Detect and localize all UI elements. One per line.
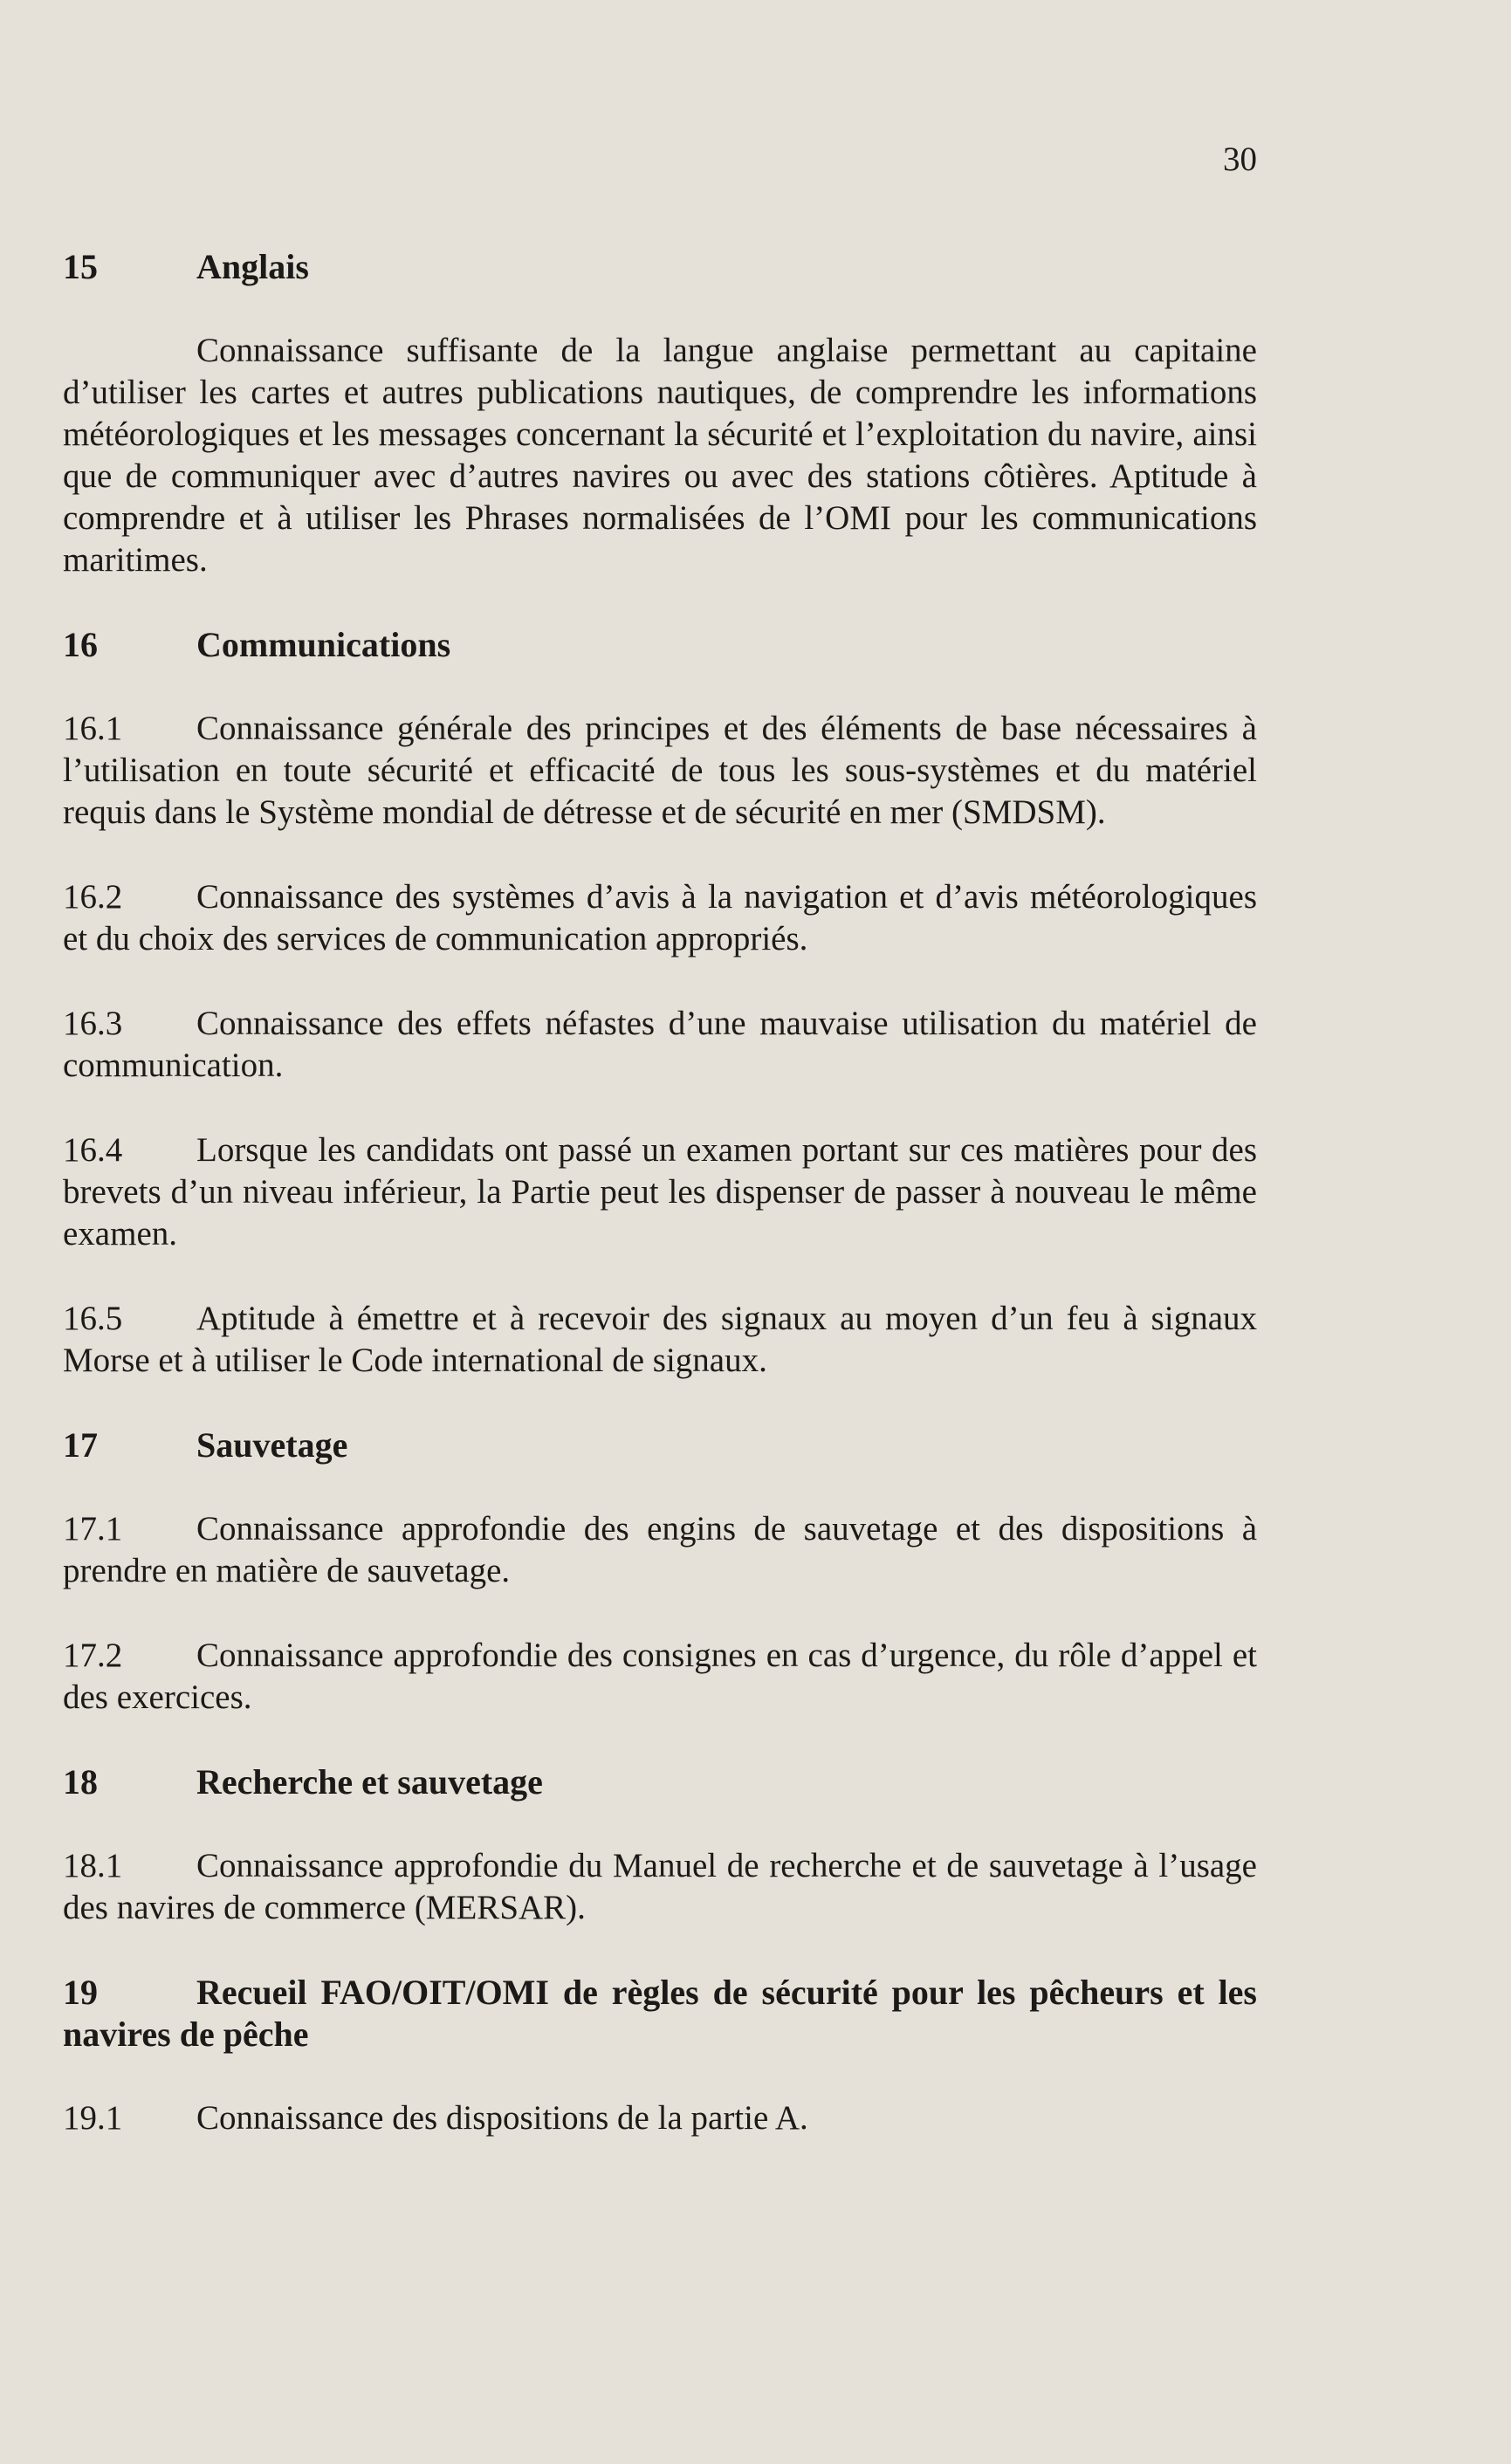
- clause-16-3: [63, 1003, 1257, 1087]
- section-title: Recherche et sauvetage: [196, 1762, 543, 1802]
- clause-16-2: [63, 876, 1257, 960]
- clause-text: Connaissance des systèmes d’avis à la navigation et d’avis météorologiques et du choix des services de communication appropriés.: [63, 878, 1257, 957]
- clause-16-1: [63, 708, 1257, 834]
- clause-number: 16.2: [63, 878, 123, 916]
- section-heading-15: [63, 246, 1257, 288]
- section-title: Sauvetage: [196, 1425, 348, 1465]
- section-heading-17: [63, 1424, 1257, 1466]
- section-heading-16: [63, 624, 1257, 666]
- clause-number: 16.4: [63, 1131, 123, 1169]
- section-number: 18: [63, 1762, 98, 1802]
- section-15-paragraph: Connaissance suffisante de la langue anglaise permettant au capitaine d’utiliser les cartes et autres publications nautiques, de comprendre les informations météorologiques et les messages concernant la sécurité et l’exploitation du navire, ainsi que de communiquer avec d’autres navires ou avec des stations côtières. Aptitude à comprendre et à utiliser les Phrases normalisées de l’OMI pour les communications maritimes.: [63, 332, 1257, 579]
- clause-number: 16.3: [63, 1005, 123, 1042]
- clause-17-2: [63, 1635, 1257, 1719]
- clause-text: Connaissance approfondie des engins de sauvetage et des dispositions à prendre en matière de sauvetage.: [63, 1510, 1257, 1589]
- clause-text: Lorsque les candidats ont passé un examen portant sur ces matières pour des brevets d’un niveau inférieur, la Partie peut les dispenser de passer à nouveau le même examen.: [63, 1131, 1257, 1253]
- clause-text: Connaissance générale des principes et des éléments de base nécessaires à l’utilisation en toute sécurité et efficacité de tous les sous-systèmes et du matériel requis dans le Système mondial de détresse et de sécurité en mer (SMDSM).: [63, 710, 1257, 831]
- clause-number: 17.2: [63, 1637, 123, 1674]
- clause-number: 17.1: [63, 1510, 123, 1548]
- section-heading-19: [63, 1972, 1257, 2056]
- clause-16-5: [63, 1298, 1257, 1382]
- section-number: 17: [63, 1425, 98, 1465]
- clause-number: 16.5: [63, 1300, 123, 1337]
- clause-text: Connaissance approfondie des consignes en cas d’urgence, du rôle d’appel et des exercices.: [63, 1637, 1257, 1716]
- clause-18-1: [63, 1845, 1257, 1929]
- section-heading-18: [63, 1761, 1257, 1803]
- clause-text: Connaissance des dispositions de la partie A.: [196, 2099, 808, 2137]
- page-number: 30: [1223, 141, 1257, 178]
- clause-number: 18.1: [63, 1847, 123, 1884]
- clause-text: Connaissance approfondie du Manuel de recherche et de sauvetage à l’usage des navires de commerce (MERSAR).: [63, 1847, 1257, 1926]
- section-title: Recueil FAO/OIT/OMI de règles de sécurité pour les pêcheurs et les navires de pêche: [63, 1973, 1257, 2054]
- clause-text: Aptitude à émettre et à recevoir des signaux au moyen d’un feu à signaux Morse et à utiliser le Code international de signaux.: [63, 1300, 1257, 1379]
- clause-number: 16.1: [63, 710, 123, 747]
- clause-19-1: [63, 2097, 1257, 2139]
- clause-16-4: [63, 1129, 1257, 1255]
- section-title: Anglais: [196, 247, 309, 286]
- section-title: Communications: [196, 625, 451, 664]
- clause-number: 19.1: [63, 2099, 123, 2137]
- clause-17-1: [63, 1508, 1257, 1592]
- section-number: 16: [63, 625, 98, 664]
- section-number: 15: [63, 247, 98, 286]
- clause-text: Connaissance des effets néfastes d’une mauvaise utilisation du matériel de communication.: [63, 1005, 1257, 1084]
- section-number: 19: [63, 1973, 98, 2012]
- page-content: [63, 246, 1257, 2139]
